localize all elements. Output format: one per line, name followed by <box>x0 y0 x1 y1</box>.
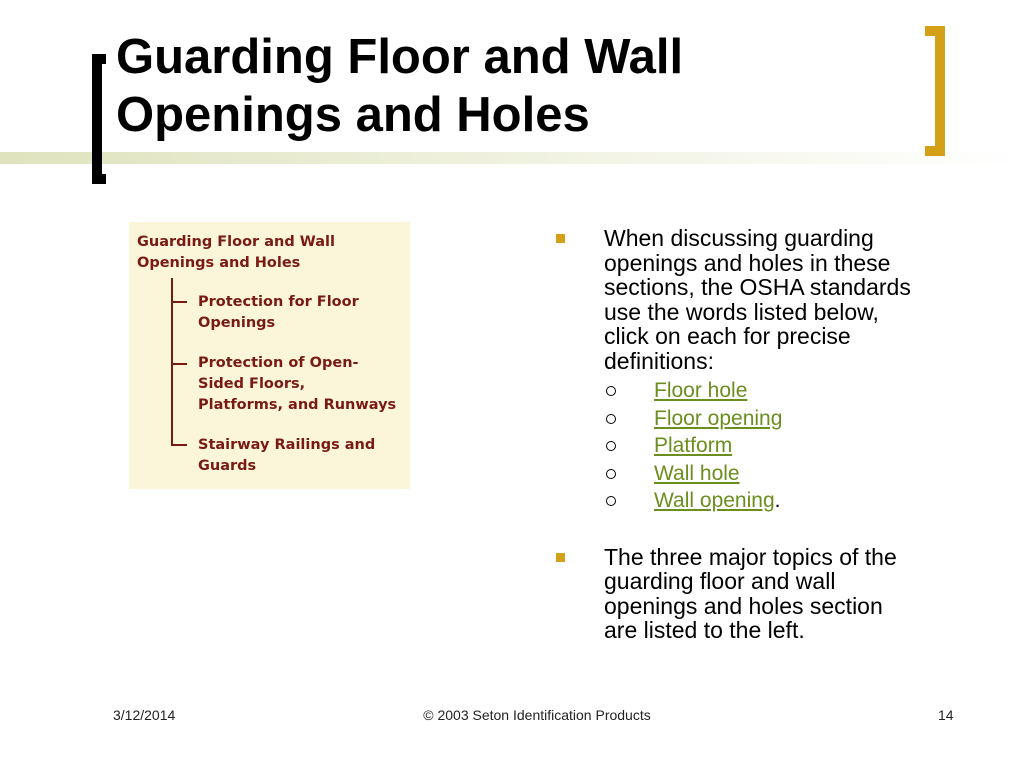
left-bracket-decoration <box>92 54 106 184</box>
list-item <box>556 432 956 460</box>
footer-page-number: 14 <box>938 707 954 723</box>
bullet-major-topics <box>556 545 956 643</box>
link-wall-hole[interactable]: Wall hole <box>654 461 740 485</box>
footer-date: 3/12/2014 <box>113 707 176 723</box>
circle-bullet-icon <box>606 441 616 451</box>
bullet-text-line: are listed to the left. <box>604 617 805 643</box>
list-item <box>556 377 956 405</box>
diagram-item-line: Stairway Railings and <box>198 437 376 453</box>
circle-bullet-icon <box>606 496 616 506</box>
diagram-item-stairway-railings <box>198 435 408 477</box>
diagram-heading <box>137 232 407 274</box>
bullet-text-line: openings and holes section <box>604 592 883 619</box>
diagram-tree-branch-3 <box>171 444 187 446</box>
bullet-text-line: sections, the OSHA standards <box>604 274 911 300</box>
diagram-tree-branch-1 <box>171 301 187 303</box>
diagram-heading-line-1: Guarding Floor and Wall <box>137 234 335 250</box>
slide-title-line-2: Openings and Holes <box>116 88 590 142</box>
bullet-definitions <box>556 226 956 373</box>
slide-title <box>116 28 916 144</box>
diagram-tree-branch-2 <box>171 363 187 365</box>
link-floor-opening[interactable]: Floor opening <box>654 406 783 430</box>
diagram-item-line: Protection for Floor <box>198 294 359 310</box>
diagram-item-line: Sided Floors, <box>198 376 306 392</box>
link-wall-opening[interactable]: Wall opening <box>654 489 775 512</box>
list-item <box>556 460 956 488</box>
diagram-item-line: Openings <box>198 315 276 331</box>
footer-copyright: © 2003 Seton Identification Products <box>423 707 651 723</box>
circle-bullet-icon <box>606 414 616 424</box>
circle-bullet-icon <box>606 469 616 479</box>
diagram-item-line: Guards <box>198 458 257 474</box>
diagram-heading-line-2: Openings and Holes <box>137 255 301 271</box>
list-item <box>556 405 956 433</box>
bullet-text-line: click on each for precise <box>604 323 851 349</box>
bullet-text-line: guarding floor and wall <box>604 568 836 594</box>
title-band <box>0 152 1024 164</box>
link-platform[interactable]: Platform <box>654 434 733 457</box>
square-bullet-icon <box>556 553 565 562</box>
right-bracket-decoration <box>925 26 945 156</box>
diagram-item-floor-openings <box>198 292 408 334</box>
bullet-text-line: use the words listed below, <box>604 298 879 325</box>
list-item <box>556 487 956 515</box>
link-suffix-period: . <box>774 489 781 512</box>
bullet-text-line: The three major topics of the <box>604 543 897 570</box>
square-bullet-icon <box>556 234 565 243</box>
bullet-text-line: definitions: <box>604 347 714 374</box>
slide-body <box>556 226 956 643</box>
definition-links-list <box>556 377 956 515</box>
bullet-text-line: openings and holes in these <box>604 249 891 276</box>
slide-title-line-1: Guarding Floor and Wall <box>116 30 684 84</box>
topics-diagram-image <box>129 222 410 489</box>
bullet-text-line: When discussing guarding <box>604 225 874 251</box>
circle-bullet-icon <box>606 386 616 396</box>
diagram-item-open-sided-floors <box>198 353 408 416</box>
link-floor-hole[interactable]: Floor hole <box>654 379 748 402</box>
diagram-item-line: Platforms, and Runways <box>198 397 397 413</box>
diagram-item-line: Protection of Open- <box>198 355 359 371</box>
